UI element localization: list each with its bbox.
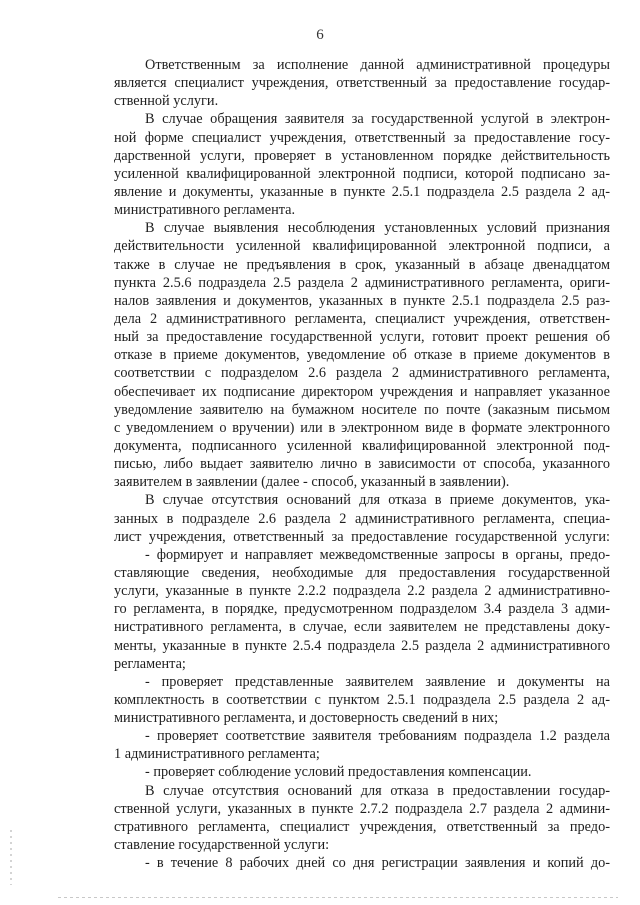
text-line: В случае обращения заявителя за государственной услугой в электрон- [145, 111, 610, 128]
scan-margin-marks [10, 830, 12, 885]
text-line: В случае отсутствия оснований для отказа в предоставлении государ- [145, 782, 610, 799]
text-line: ной форме специалист учреждения, ответственный за предоставление госу- [114, 129, 610, 146]
text-line: - проверяет представленные заявителем заявление и документы на [145, 673, 610, 690]
text-line: соответствии с подразделом 2.6 раздела 2 административного регламента, [114, 365, 610, 382]
text-line: является специалист учреждения, ответственный за предоставление государ- [114, 75, 610, 92]
text-line: занных в подразделе 2.6 раздела 2 административного регламента, специа- [114, 510, 610, 527]
text-line: стративного регламента, специалист учреждения, ответственный за предо- [114, 818, 610, 835]
text-line: также в случае не предъявления в срок, указанный в абзаце двенадцатом [114, 256, 610, 273]
text-line: лист учреждения, ответственный за предоставление государственной услуги: [114, 528, 610, 545]
text-line: явление и документы, указанные в пункте 2.5.1 подраздела 2.5 раздела 2 ад- [114, 183, 610, 200]
text-line: Ответственным за исполнение данной административной процедуры [145, 57, 610, 73]
text-line: с уведомлением о вручении) или в электронном виде в формате электронного [114, 419, 610, 436]
text-line: - в течение 8 рабочих дней со дня регистрации заявления и копий до- [145, 855, 610, 872]
text-line: отказе в приеме документов, уведомление об отказе в приеме документов в [114, 347, 610, 364]
text-line: комплектность в соответствии с пунктом 2.5.1 подраздела 2.5 раздела 2 ад- [114, 691, 610, 708]
text-line: министративного регламента, и достоверность сведений в них; [114, 710, 499, 727]
text-line: усиленной квалифицированной электронной подписи, которой подписано за- [114, 165, 610, 182]
text-line: ный за предоставление государственной услуги, готовит проект решения об [114, 329, 610, 346]
text-line: документа, подписанного усиленной квалифицированной электронной под- [114, 437, 610, 454]
text-line: дела 2 административного регламента, специалист учреждения, ответствен- [114, 310, 610, 327]
text-line: налов заявления и документов, указанных в пункте 2.5.1 подраздела 2.5 раз- [114, 292, 610, 309]
text-line: ставляющие сведения, необходимые для предоставления государственной [114, 564, 610, 581]
text-line: министративного регламента. [114, 202, 296, 219]
text-line: нистративного регламента, в случае, если заявителем не представлены доку- [114, 619, 610, 636]
text-line: пункта 2.5.6 подраздела 2.5 раздела 2 административного регламента, ориги- [114, 274, 610, 291]
text-line: - проверяет соответствие заявителя требованиям подраздела 1.2 раздела [145, 728, 610, 745]
text-line: регламента; [114, 655, 186, 672]
text-line: В случае выявления несоблюдения установленных условий признания [145, 220, 610, 237]
text-line: писью, либо выдает заявителю лично в зависимости от способа, указанного [114, 456, 610, 473]
text-line: В случае отсутствия оснований для отказа в приеме документов, ука- [145, 492, 610, 509]
page-number: 6 [316, 27, 324, 43]
text-line: менты, указанные в пункте 2.5.4 подраздела 2.5 раздела 2 административного [114, 637, 610, 654]
text-line: заявителем в заявлении (далее - способ, указанный в заявлении). [114, 474, 510, 491]
text-line: услуги, указанные в пункте 2.2.2 подраздела 2.2 раздела 2 административно- [114, 583, 610, 600]
document-body [114, 56, 610, 872]
text-line: действительности усиленной квалифицированной электронной подписи, а [114, 238, 610, 255]
text-line: ственной услуги, указанных в пункте 2.7.2 подраздела 2.7 раздела 2 админи- [114, 800, 610, 817]
text-line: обеспечивает их подписание директором учреждения и направляет указанное [114, 383, 610, 400]
text-line: ственной услуги. [114, 93, 219, 110]
text-line: уведомление заявителю на бумажном носителе по почте (заказным письмом [114, 401, 610, 418]
text-line: - проверяет соблюдение условий предоставления компенсации. [145, 764, 532, 781]
text-line: ставление государственной услуги: [114, 837, 330, 854]
text-line: - формирует и направляет межведомственные запросы в органы, предо- [145, 546, 610, 563]
text-line: го регламента, в порядке, предусмотренном подразделом 3.4 раздела 3 адми- [114, 601, 610, 618]
text-line: 1 административного регламента; [114, 746, 320, 763]
bottom-edge-rule [58, 897, 618, 898]
text-line: дарственной услуги, проверяет в установленном порядке действительность [114, 147, 610, 164]
